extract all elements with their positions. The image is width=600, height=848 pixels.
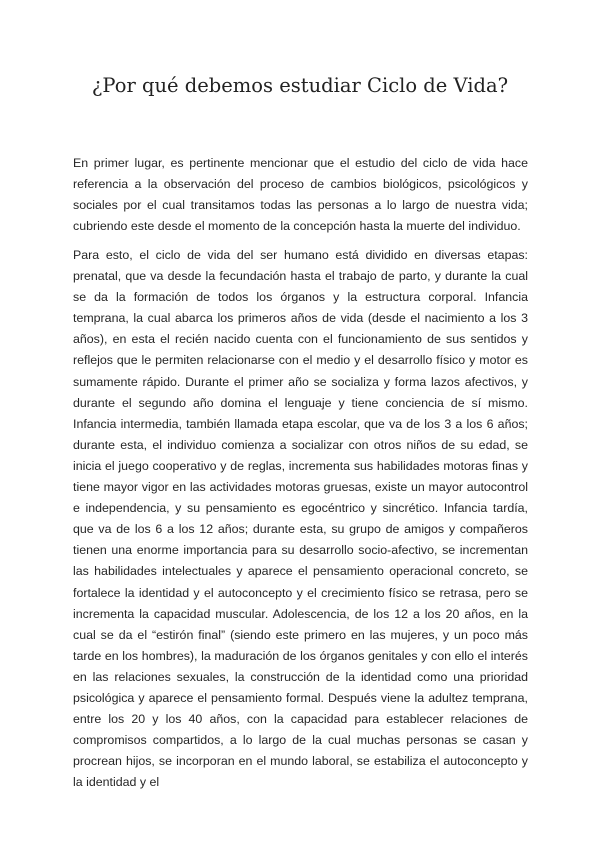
paragraph-introduction: En primer lugar, es pertinente mencionar que el estudio del ciclo de vida hace referencia a la observación del proceso de cambios biológicos, psicológicos y sociales por el cual transitamos todas las personas a lo largo de nuestra vida; cubriendo este desde el momento de la concepción hasta la muerte del individuo. <box>73 156 528 234</box>
paragraph-life-stages: Para esto, el ciclo de vida del ser humano está dividido en diversas etapas: prenatal, que va desde la fecundación hasta el trabajo de parto, y durante la cual se da la formación de todos los órganos y la estructura corporal. Infancia temprana, la cual abarca los primeros años de vida (desde el nacimiento a los 3 años), en esta el recién nacido cuenta con el funcionamiento de sus sentidos y reflejos que le permiten relacionarse con el medio y el desarrollo físico y motor es sumamente rápido. Durante el primer año se socializa y forma lazos afectivos, y durante el segundo año domina el lenguaje y tiene conciencia de sí mismo. Infancia intermedia, también llamada etapa escolar, que va de los 3 a los 6 años; durante esta, el individuo comienza a socializar con otros niños de su edad, se inicia el juego cooperativo y de reglas, incrementa sus habilidades motoras finas y tiene mayor vigor en las actividades motoras gruesas, existe un mayor autocontrol e independencia, y su pensamiento es egocéntrico y sincrético. Infancia tardía, que va de los 6 a los 12 años; durante esta, su grupo de amigos y compañeros tienen una enorme importancia para su desarrollo socio-afectivo, se incrementan las habilidades intelectuales y aparece el pensamiento operacional concreto, se fortalece la identidad y el autoconcepto y el crecimiento físico se retrasa, pero se incrementa la capacidad muscular. Adolescencia, de los 12 a los 20 años, en la cual se da el “estirón final” (siendo este primero en las mujeres, y un poco más tarde en los hombres), la maduración de los órganos genitales y con ello el interés en las relaciones sexuales, la construcción de la identidad como una prioridad psicológica y aparece el pensamiento formal. Después viene la adultez temprana, entre los 20 y los 40 años, con la capacidad para establecer relaciones de compromisos compartidos, a lo largo de la cual muchas personas se casan y procrean hijos, se incorporan en el mundo laboral, se estabiliza el autoconcepto y la identidad y el <box>73 248 528 790</box>
page-title: ¿Por qué debemos estudiar Ciclo de Vida? <box>91 74 509 97</box>
